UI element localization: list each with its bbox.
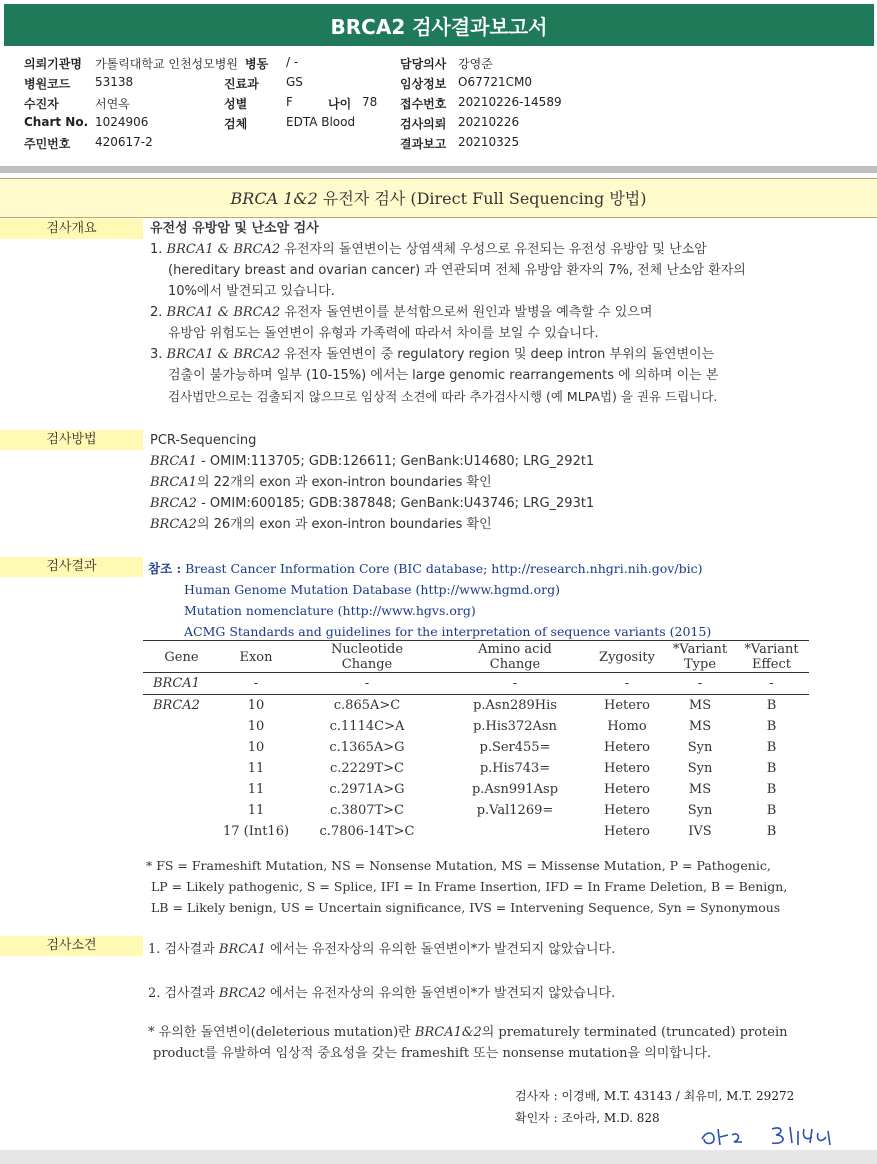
cell-type: MS [688,719,712,734]
cell-effect: - [769,676,774,691]
hospital-label: 의뢰기관명 [24,57,82,71]
finding-text: 2. 검사결과 [148,986,219,1001]
receipt-label: 접수번호 [400,97,447,111]
col-zygosity: Zygosity [599,649,655,665]
col-amino-acid [442,642,588,673]
findings-section [148,938,868,1064]
sex-value: F [286,95,293,109]
table-row [143,800,809,821]
cell-nuc: c.1365A>G [329,740,405,755]
cell-type: IVS [688,824,712,839]
overview-text: 검출이 불가능하며 일부 (10-15%) 에서는 large genomic rearrangements 에 의하며 이는 본 [168,368,719,383]
table-row [143,821,809,842]
legend-line: * FS = Frameshift Mutation, NS = Nonsense Mutation, MS = Missense Mutation, P = Pathogenic, [146,858,771,873]
cell-aa: p.Asn289His [473,698,557,713]
overview-text: 유전자의 돌연변이는 상염색체 우성으로 유전되는 유전성 유방암 및 난소암 [280,242,707,257]
receipt-value: 20210226-14589 [458,95,562,109]
cell-zyg: Homo [607,719,647,734]
finding-text: 1. 검사결과 [148,942,219,957]
header-line: Amino acid [478,642,552,657]
cell-effect: B [766,803,777,818]
cell-zyg: Hetero [604,740,650,755]
cell-aa: p.His743= [479,761,551,776]
cell-exon: 10 [247,740,265,755]
ward-label: 병동 [245,57,269,71]
cell-effect: B [766,761,777,776]
cell-effect: B [766,782,777,797]
cell-exon: 11 [247,782,265,797]
cell-aa: p.Ser455= [479,740,551,755]
gene-name: BRCA1 [150,475,197,490]
specimen-label: 검체 [224,117,248,131]
report-label: 결과보고 [400,137,447,151]
table-row [143,673,809,695]
cell-gene [143,800,220,821]
name-label: 수진자 [24,97,59,111]
header-line: Effect [752,657,791,672]
cell-gene: BRCA2 [153,698,200,713]
cell-effect: B [766,824,777,839]
id-value: 420617-2 [95,135,153,149]
gene-name: BRCA2 [150,517,197,532]
reference-prefix: 참조 : [148,561,182,576]
request-label: 검사의뢰 [400,117,447,131]
dept-value: GS [286,75,303,89]
overview-text: 10%에서 발견되고 있습니다. [168,284,335,299]
cell-aa: p.Val1269= [476,803,554,818]
sex-label: 성별 [224,97,248,111]
cell-exon: - [253,676,259,691]
tester-line: 검사자 : 이경배, M.T. 43143 / 최유미, M.T. 29272 [515,1089,795,1103]
method-heading: PCR-Sequencing [150,433,257,448]
cell-effect: B [766,698,777,713]
banner-gene: BRCA 1&2 [230,189,318,208]
overview-text: 검사법만으로는 검출되지 않으므로 임상적 소견에 따라 추가검사시행 (예 MLPA법) 을 권유 드립니다. [168,389,718,404]
hospital-value: 가톨릭대학교 인천성모병원 [95,57,238,71]
doctor-value: 강영준 [458,57,493,71]
cell-exon: 10 [247,719,265,734]
col-variant-type [666,642,734,673]
cell-nuc: c.2229T>C [329,761,404,776]
table-row [143,695,809,717]
legend [146,855,866,918]
gene-name: BRCA1 & BRCA2 [166,305,281,320]
footnote-text: 의 prematurely terminated (truncated) protein [481,1025,788,1040]
name-value: 서연옥 [95,97,130,111]
cell-nuc: c.865A>C [333,698,401,713]
cell-type: - [697,676,703,691]
section-label-results: 검사결과 [0,557,143,577]
cell-aa: - [512,676,518,691]
clinical-value: O67721CM0 [458,75,532,89]
reference-item: Breast Cancer Information Core (BIC database; http://research.nhgri.nih.gov/bic) [185,561,703,576]
page-bottom-edge [0,1150,877,1164]
report-value: 20210325 [458,135,520,149]
footnote-text: product를 유발하여 임상적 중요성을 갖는 frameshift 또는 nonsense mutation을 의미합니다. [153,1046,712,1061]
code-value: 53138 [95,75,134,89]
ward-value: / - [286,55,299,69]
section-label-findings: 검사소견 [0,936,143,956]
cell-aa [442,821,588,842]
overview-section [150,218,870,407]
header-line: *Variant [672,642,728,657]
method-text: - OMIM:600185; GDB:387848; GenBank:U43746; LRG_293t1 [196,496,595,511]
cell-nuc: c.3807T>C [329,803,404,818]
overview-heading: 유전성 유방암 및 난소암 검사 [150,221,319,236]
patient-info [0,55,877,155]
overview-text: 유전자 돌연변이 중 regulatory region 및 deep intron 부위의 돌연변이는 [280,347,715,362]
cell-gene [143,716,220,737]
code-label: 병원코드 [24,77,71,91]
report-title: BRCA2 검사결과보고서 [4,4,874,46]
references [148,558,868,642]
reference-item: Mutation nomenclature (http://www.hgvs.org) [184,603,476,618]
finding-text: 에서는 유전자상의 유의한 돌연변이*가 발견되지 않았습니다. [265,942,616,957]
cell-aa: p.His372Asn [473,719,557,734]
chart-label: Chart No. [24,115,89,129]
cell-type: MS [688,782,712,797]
legend-line: LB = Likely benign, US = Uncertain significance, IVS = Intervening Sequence, Syn = Synonymous [151,900,781,915]
gene-name: BRCA1 [218,942,266,957]
header-line: *Variant [744,642,799,657]
overview-text: (hereditary breast and ovarian cancer) 과 연관되며 전체 유방암 환자의 7%, 전체 난소암 환자의 [168,263,746,278]
cell-exon: 10 [247,698,265,713]
item-number: 1. [150,242,163,257]
chart-value: 1024906 [95,115,149,129]
table-row [143,779,809,800]
reference-item: Human Genome Mutation Database (http://www.hgmd.org) [184,582,561,597]
table-top-rule [143,640,809,641]
gene-name: BRCA1&2 [414,1025,482,1040]
header-line: Change [341,657,393,672]
cell-gene [143,779,220,800]
finding-text: 에서는 유전자상의 유의한 돌연변이*가 발견되지 않았습니다. [265,986,616,1001]
table-row [143,758,809,779]
cell-gene [143,758,220,779]
cell-zyg: Hetero [604,824,650,839]
request-value: 20210226 [458,115,520,129]
cell-effect: B [766,719,777,734]
method-text: - OMIM:113705; GDB:126611; GenBank:U14680; LRG_292t1 [196,454,595,469]
cell-gene [143,821,220,842]
cell-gene: BRCA1 [153,676,200,691]
cell-type: MS [688,698,712,713]
gene-name: BRCA1 [150,454,197,469]
reference-item: ACMG Standards and guidelines for the interpretation of sequence variants (2015) [184,624,712,639]
age-value: 78 [362,95,378,109]
legend-line: LP = Likely pathogenic, S = Splice, IFI = In Frame Insertion, IFD = In Frame Deletion, B = Benign, [151,879,788,894]
cell-type: Syn [687,761,713,776]
handwritten-signature [698,1115,848,1149]
cell-zyg: Hetero [604,782,650,797]
cell-nuc: c.1114C>A [329,719,405,734]
cell-exon: 11 [247,803,265,818]
age-label: 나이 [328,97,352,111]
item-number: 2. [150,305,163,320]
header-line: Change [489,657,541,672]
gene-name: BRCA2 [150,496,197,511]
footnote-text: * 유의한 돌연변이(deleterious mutation)란 [148,1025,415,1040]
cell-exon: 17 (Int16) [222,824,290,839]
cell-gene [143,737,220,758]
results-table [143,642,809,842]
method-text: 의 22개의 exon 과 exon-intron boundaries 확인 [196,475,492,490]
col-variant-effect [734,642,809,673]
confirmer-line: 확인자 : 조아라, M.D. 828 [515,1111,660,1125]
cell-zyg: Hetero [604,803,650,818]
divider [0,166,877,173]
item-number: 3. [150,347,163,362]
specimen-value: EDTA Blood [286,115,356,129]
doctor-label: 담당의사 [400,57,447,71]
id-label: 주민번호 [24,137,71,151]
table-header-row [143,642,809,673]
cell-nuc: c.7806-14T>C [319,824,415,839]
table-row [143,716,809,737]
cell-zyg: Hetero [604,698,650,713]
cell-exon: 11 [247,761,265,776]
gene-name: BRCA2 [218,986,266,1001]
method-section [150,430,870,535]
cell-aa: p.Asn991Asp [471,782,559,797]
gene-name: BRCA1 & BRCA2 [166,347,281,362]
table-row [143,737,809,758]
dept-label: 진료과 [224,77,259,91]
overview-text: 유방암 위험도는 돌연변이 유형과 가족력에 따라서 차이를 보일 수 있습니다. [168,326,599,341]
header-line: Type [683,657,717,672]
col-gene: Gene [164,649,199,665]
col-exon: Exon [239,649,273,665]
col-nucleotide [292,642,442,673]
clinical-label: 임상정보 [400,77,447,91]
cell-nuc: - [364,676,370,691]
gene-name: BRCA1 & BRCA2 [166,242,281,257]
section-label-method: 검사방법 [0,430,143,450]
header-line: Nucleotide [330,642,404,657]
cell-zyg: Hetero [604,761,650,776]
test-banner [0,178,877,218]
cell-effect: B [766,740,777,755]
overview-text: 유전자 돌연변이를 분석함으로써 원인과 발병을 예측할 수 있으며 [280,305,653,320]
section-label-overview: 검사개요 [0,219,143,239]
method-text: 의 26개의 exon 과 exon-intron boundaries 확인 [196,517,492,532]
cell-nuc: c.2971A>G [329,782,405,797]
cell-zyg: - [624,676,630,691]
banner-title: 유전자 검사 (Direct Full Sequencing 방법) [317,189,647,208]
cell-type: Syn [687,740,713,755]
cell-type: Syn [687,803,713,818]
